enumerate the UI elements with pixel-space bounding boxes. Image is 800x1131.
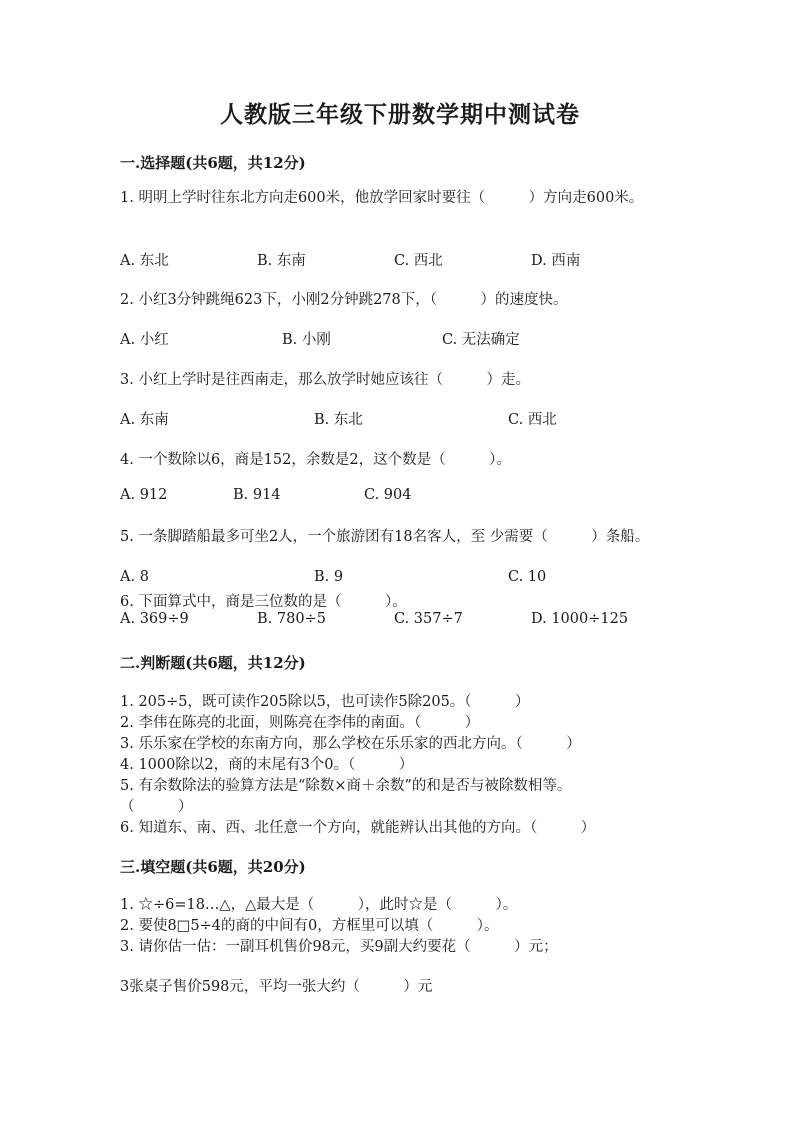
option-c: C. 904 bbox=[364, 487, 412, 503]
page-title: 人教版三年级下册数学期中测试卷 bbox=[220, 101, 580, 128]
question-2-options bbox=[120, 328, 680, 348]
option-a: A. 东北 bbox=[120, 253, 169, 269]
judgement-item-3: 3. 乐乐家在学校的东南方向，那么学校在乐乐家的西北方向。（ ） bbox=[120, 736, 581, 752]
fill-item-3-continued: 3张桌子售价598元，平均一张大约（ ）元 bbox=[120, 979, 433, 995]
fill-item-1: 1. ☆÷6=18…△，△最大是（ ），此时☆是（ ）。 bbox=[120, 897, 518, 913]
option-b: B. 914 bbox=[233, 487, 281, 503]
option-c: C. 西北 bbox=[394, 253, 443, 269]
judgement-item-1: 1. 205÷5，既可读作205除以5，也可读作5除205。（ ） bbox=[120, 694, 530, 710]
question-3-options bbox=[120, 408, 680, 428]
option-a: A. 369÷9 bbox=[120, 611, 189, 627]
question-1-stem: 1. 明明上学时往东北方向走600米，他放学回家时要往（ ）方向走600米。 bbox=[120, 190, 644, 206]
option-c: C. 10 bbox=[508, 569, 547, 585]
question-6-stem: 6. 下面算式中，商是三位数的是（ ）。 bbox=[120, 594, 407, 610]
section-heading-fill-blank: 三.填空题(共6题，共20分) bbox=[120, 858, 306, 876]
section-heading-judgement: 二.判断题(共6题，共12分) bbox=[120, 654, 306, 672]
option-a: A. 8 bbox=[120, 569, 149, 585]
option-b: B. 小刚 bbox=[282, 332, 331, 348]
question-4-stem: 4. 一个数除以6，商是152，余数是2，这个数是（ ）。 bbox=[120, 452, 511, 468]
judgement-item-5-bracket: （ ） bbox=[120, 799, 193, 815]
judgement-item-6: 6. 知道东、南、西、北任意一个方向，就能辨认出其他的方向。（ ） bbox=[120, 820, 596, 836]
option-a: A. 小红 bbox=[120, 332, 169, 348]
question-6-options bbox=[120, 611, 680, 631]
question-5-stem: 5. 一条脚踏船最多可坐2人，一个旅游团有18名客人，至 少需要（ ）条船。 bbox=[120, 529, 650, 545]
question-5-options bbox=[120, 569, 680, 589]
option-b: B. 东南 bbox=[257, 253, 306, 269]
fill-item-3: 3. 请你估一估：一副耳机售价98元，买9副大约要花（ ）元； bbox=[120, 939, 558, 955]
judgement-item-4: 4. 1000除以2，商的末尾有3个0。（ ） bbox=[120, 757, 414, 773]
option-b: B. 东北 bbox=[314, 412, 363, 428]
option-c: C. 无法确定 bbox=[442, 332, 520, 348]
fill-item-2: 2. 要使8□5÷4的商的中间有0，方框里可以填（ ）。 bbox=[120, 918, 499, 934]
option-d: D. 西南 bbox=[531, 253, 581, 269]
option-a: A. 东南 bbox=[120, 412, 169, 428]
question-3-stem: 3. 小红上学时是往西南走，那么放学时她应该往（ ）走。 bbox=[120, 372, 530, 388]
option-d: D. 1000÷125 bbox=[531, 611, 629, 627]
judgement-item-5: 5. 有余数除法的验算方法是“除数×商＋余数”的和是否与被除数相等。 bbox=[120, 778, 572, 794]
question-1-options bbox=[120, 249, 680, 269]
option-c: C. 西北 bbox=[508, 412, 557, 428]
question-2-stem: 2. 小红3分钟跳绳623下，小刚2分钟跳278下，（ ）的速度快。 bbox=[120, 292, 568, 308]
option-a: A. 912 bbox=[120, 487, 168, 503]
option-c: C. 357÷7 bbox=[394, 611, 463, 627]
option-b: B. 780÷5 bbox=[257, 611, 326, 627]
option-b: B. 9 bbox=[314, 569, 344, 585]
question-4-options bbox=[120, 487, 680, 507]
judgement-item-2: 2. 李伟在陈亮的北面，则陈亮在李伟的南面。（ ） bbox=[120, 715, 480, 731]
section-heading-choice: 一.选择题(共6题，共12分) bbox=[120, 154, 306, 172]
